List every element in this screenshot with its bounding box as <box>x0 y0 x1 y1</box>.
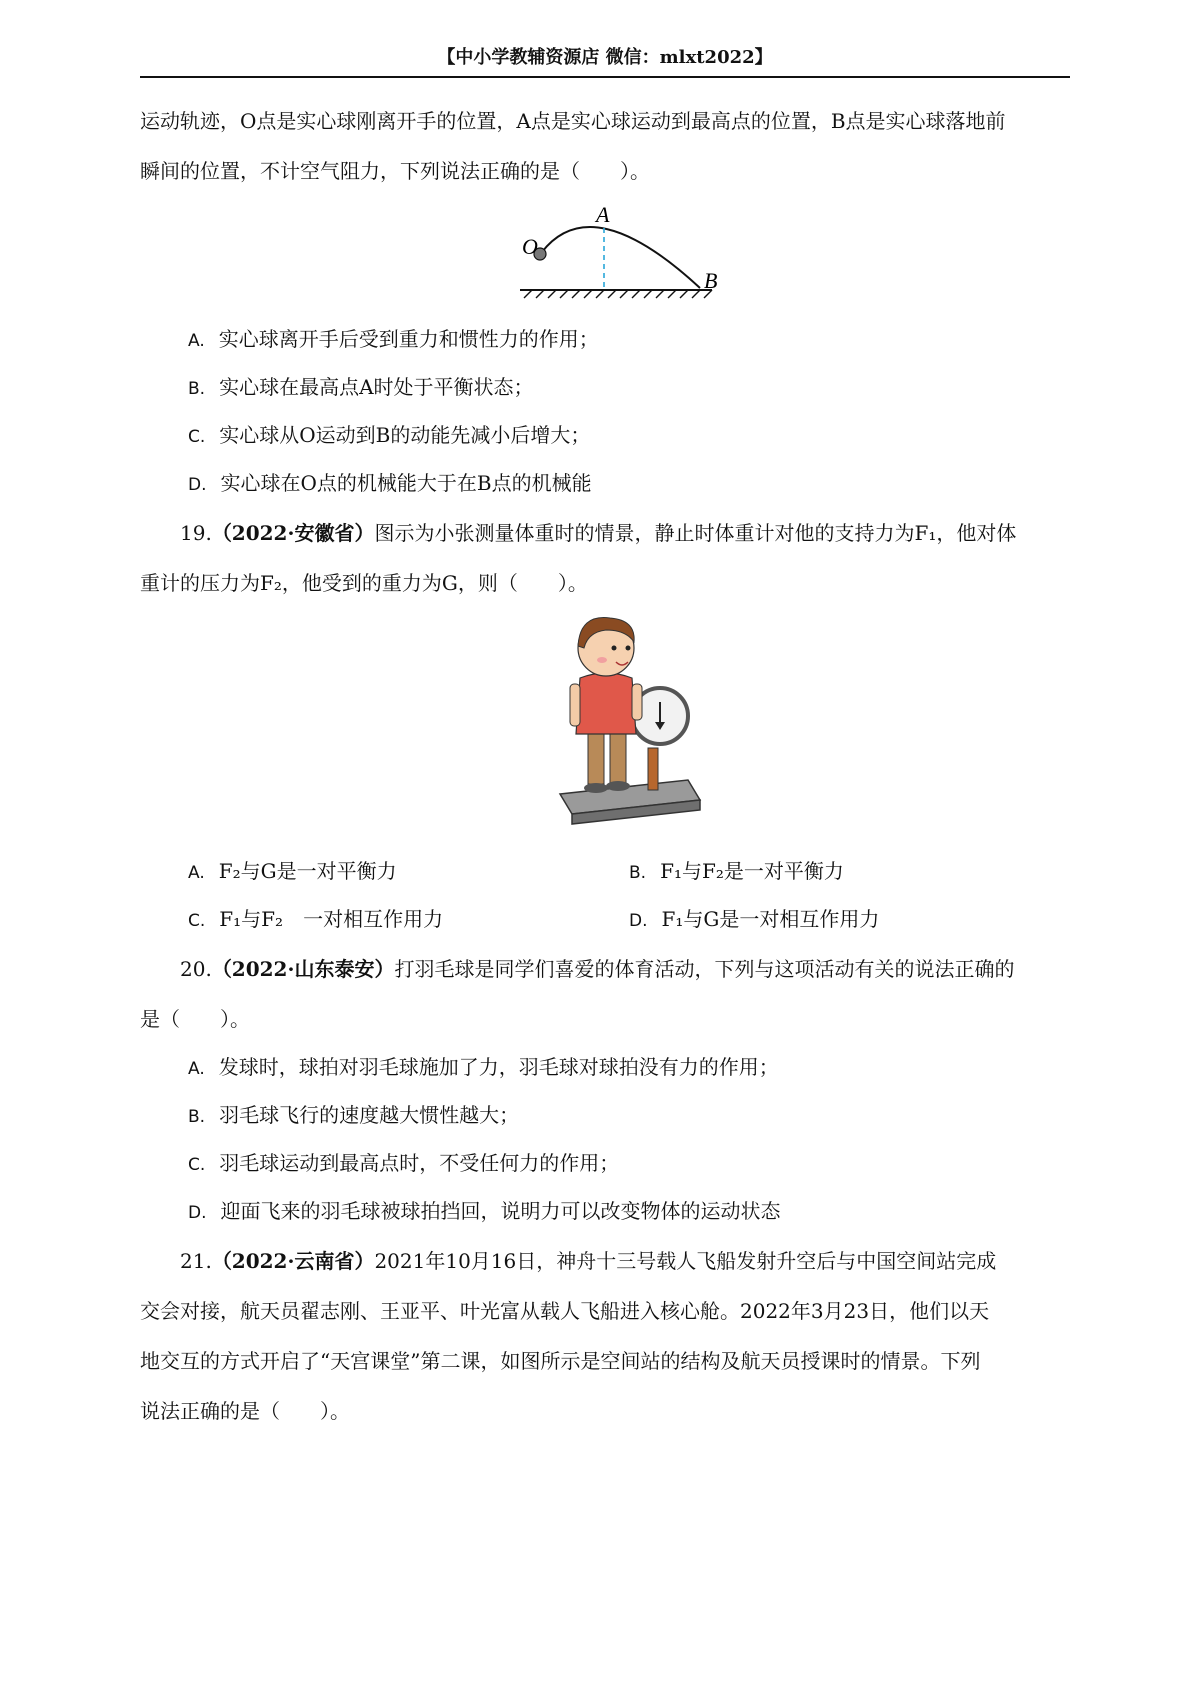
q19-options-row1 <box>140 848 1070 896</box>
label-o: O <box>522 234 538 259</box>
label-b: B <box>704 268 718 293</box>
weighing-figure <box>140 608 1070 848</box>
trajectory-curve <box>542 227 700 288</box>
q20-option-d: D. 迎面飞来的羽毛球被球拍挡回，说明力可以改变物体的运动状态 <box>188 1199 781 1223</box>
trajectory-diagram <box>140 196 1070 316</box>
boy-on-scale-illustration <box>140 608 1070 848</box>
q20-option-a: A. 发球时，球拍对羽毛球施加了力，羽毛球对球拍没有力的作用； <box>188 1055 779 1079</box>
ground-hatching <box>524 290 712 298</box>
label-a: A <box>596 202 610 227</box>
page-content <box>140 96 1070 1436</box>
q20-option-b: B. 羽毛球飞行的速度越大惯性越大； <box>188 1103 520 1127</box>
q19-option-d: D. F₁与G是一对相互作用力 <box>629 907 880 931</box>
page-header <box>140 44 1070 78</box>
q21-text-line2: 交会对接，航天员翟志刚、王亚平、叶光富从载人飞船进入核心舱。2022年3月23日，他们以天 <box>140 1299 990 1323</box>
q18-option-c: C. 实心球从O运动到B的动能先减小后增大； <box>188 423 591 447</box>
header-text: 【中小学教辅资源店 微信：mlxt2022】 <box>437 47 773 68</box>
q19-text-line2: 重计的压力为F₂，他受到的重力为G，则（ ）。 <box>140 571 588 595</box>
q21-text-line4: 说法正确的是（ ）。 <box>140 1399 350 1423</box>
q21-text-line3: 地交互的方式开启了“天宫课堂”第二课，如图所示是空间站的结构及航天员授课时的情景。下列 <box>140 1349 981 1373</box>
q18-option-a: A. 实心球离开手后受到重力和惯性力的作用； <box>188 327 599 351</box>
q19-options-row2 <box>140 896 1070 944</box>
q20-text-line2: 是（ ）。 <box>140 1007 250 1031</box>
q20-text-line1: 20.（2022·山东泰安）打羽毛球是同学们喜爱的体育活动，下列与这项活动有关的说法正确的 <box>180 957 1015 981</box>
q18-option-d: D. 实心球在O点的机械能大于在B点的机械能 <box>188 471 592 495</box>
q18-option-b: B. 实心球在最高点A时处于平衡状态； <box>188 375 534 399</box>
q18-text-line2: 瞬间的位置，不计空气阻力，下列说法正确的是（ ）。 <box>140 159 650 183</box>
q18-text-line1: 运动轨迹，O点是实心球刚离开手的位置，A点是实心球运动到最高点的位置，B点是实心球落地前 <box>140 109 1006 133</box>
q19-text-line1: 19.（2022·安徽省）图示为小张测量体重时的情景，静止时体重计对他的支持力为F₁，他对体 <box>180 521 1017 545</box>
q21-text-line1: 21.（2022·云南省）2021年10月16日，神舟十三号载人飞船发射升空后与中国空间站完成 <box>180 1249 997 1273</box>
q19-option-b: B. F₁与F₂是一对平衡力 <box>629 859 844 883</box>
q19-option-c: C. F₁与F₂ 一对相互作用力 <box>188 907 444 931</box>
trajectory-figure <box>140 196 1070 316</box>
q20-option-c: C. 羽毛球运动到最高点时，不受任何力的作用； <box>188 1151 620 1175</box>
q19-option-a: A. F₂与G是一对平衡力 <box>188 859 397 883</box>
